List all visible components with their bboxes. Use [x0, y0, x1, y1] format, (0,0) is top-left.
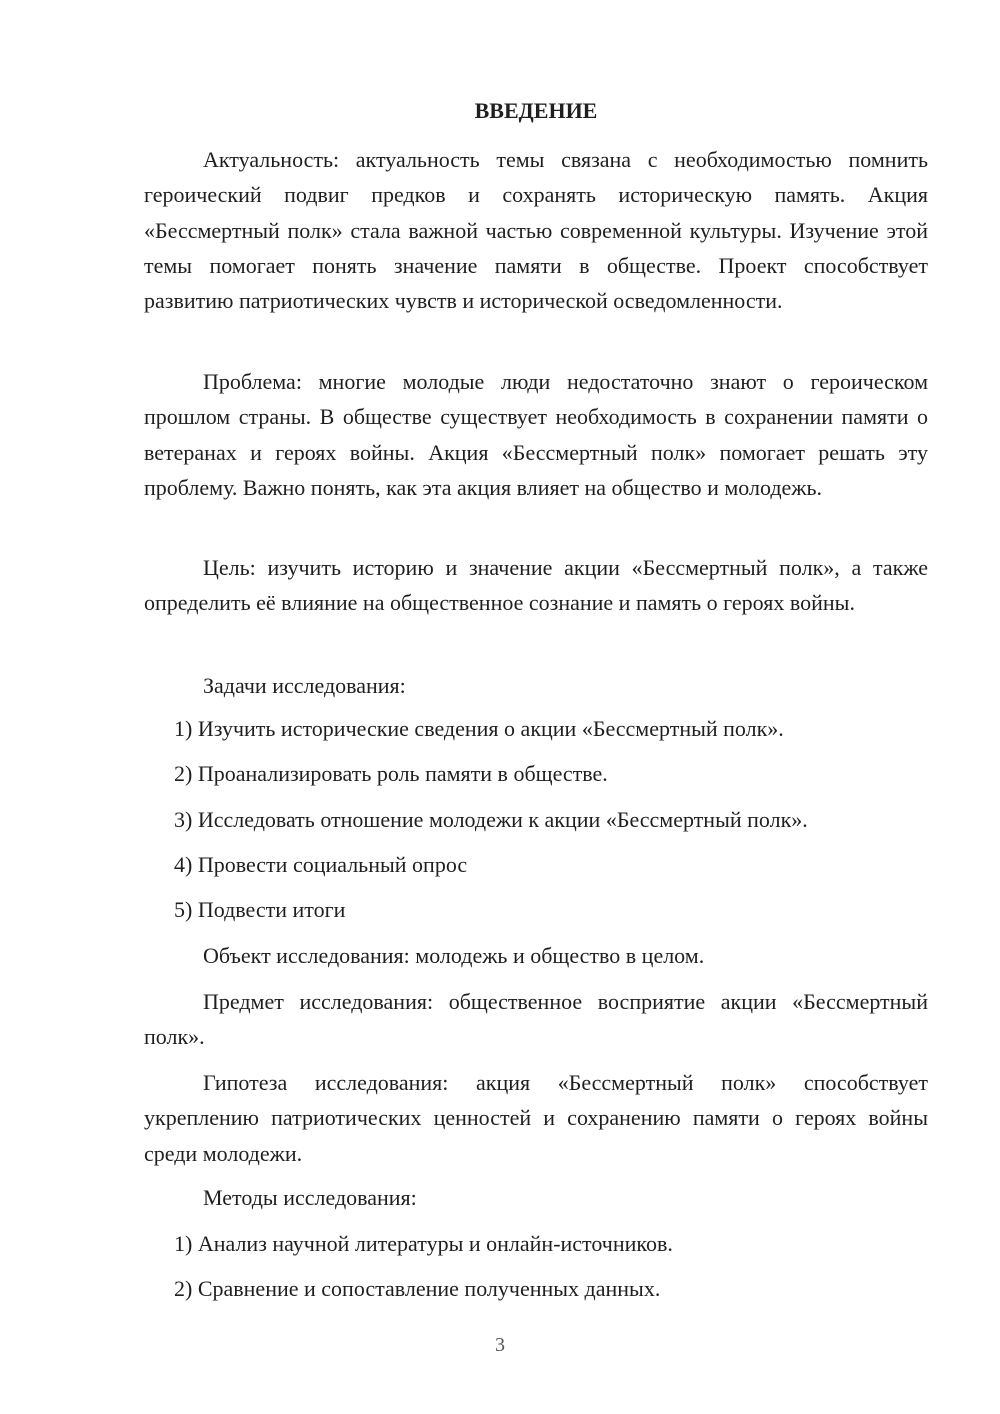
- paragraph-problem: Проблема: многие молодые люди недостаточно знают о героическом прошлом страны. В обществе существует необходимость в сохранении памяти о ветеранах и героях войны. Акция «Бессмертный полк» помогает решать эту проблему. Важно понять, как эта акция влияет на общество и молодежь.: [144, 369, 928, 500]
- method-item-2: 2) Сравнение и сопоставление полученных данных.: [174, 1276, 661, 1301]
- task-item-1: 1) Изучить исторические сведения о акции «Бессмертный полк».: [174, 716, 784, 741]
- page-number: 3: [495, 1334, 505, 1356]
- task-item-2: 2) Проанализировать роль памяти в обществе.: [174, 761, 608, 786]
- task-item-5: 5) Подвести итоги: [174, 897, 346, 922]
- method-item-1: 1) Анализ научной литературы и онлайн-источников.: [174, 1231, 673, 1256]
- paragraph-hypothesis: Гипотеза исследования: акция «Бессмертный полк» способствует укреплению патриотических ценностей и сохранению памяти о героях войны среди молодежи.: [144, 1070, 928, 1166]
- paragraph-object: Объект исследования: молодежь и общество в целом.: [203, 943, 705, 968]
- tasks-heading: Задачи исследования:: [203, 673, 406, 698]
- paragraph-actuality: Актуальность: актуальность темы связана с необходимостью помнить героический подвиг предков и сохранять историческую память. Акция «Бессмертный полк» стала важной частью современной культуры. Изучение этой темы помогает понять значение памяти в обществе. Проект способствует развитию патриотических чувств и исторической осведомленности.: [144, 147, 928, 314]
- paragraph-goal: Цель: изучить историю и значение акции «Бессмертный полк», а также определить её влияние на общественное сознание и память о героях войны.: [144, 555, 928, 616]
- paragraph-subject: Предмет исследования: общественное восприятие акции «Бессмертный полк».: [144, 989, 928, 1050]
- task-item-4: 4) Провести социальный опрос: [174, 852, 468, 877]
- task-item-3: 3) Исследовать отношение молодежи к акции «Бессмертный полк».: [174, 807, 808, 832]
- document-title: ВВЕДЕНИЕ: [474, 98, 598, 123]
- methods-heading: Методы исследования:: [203, 1185, 417, 1210]
